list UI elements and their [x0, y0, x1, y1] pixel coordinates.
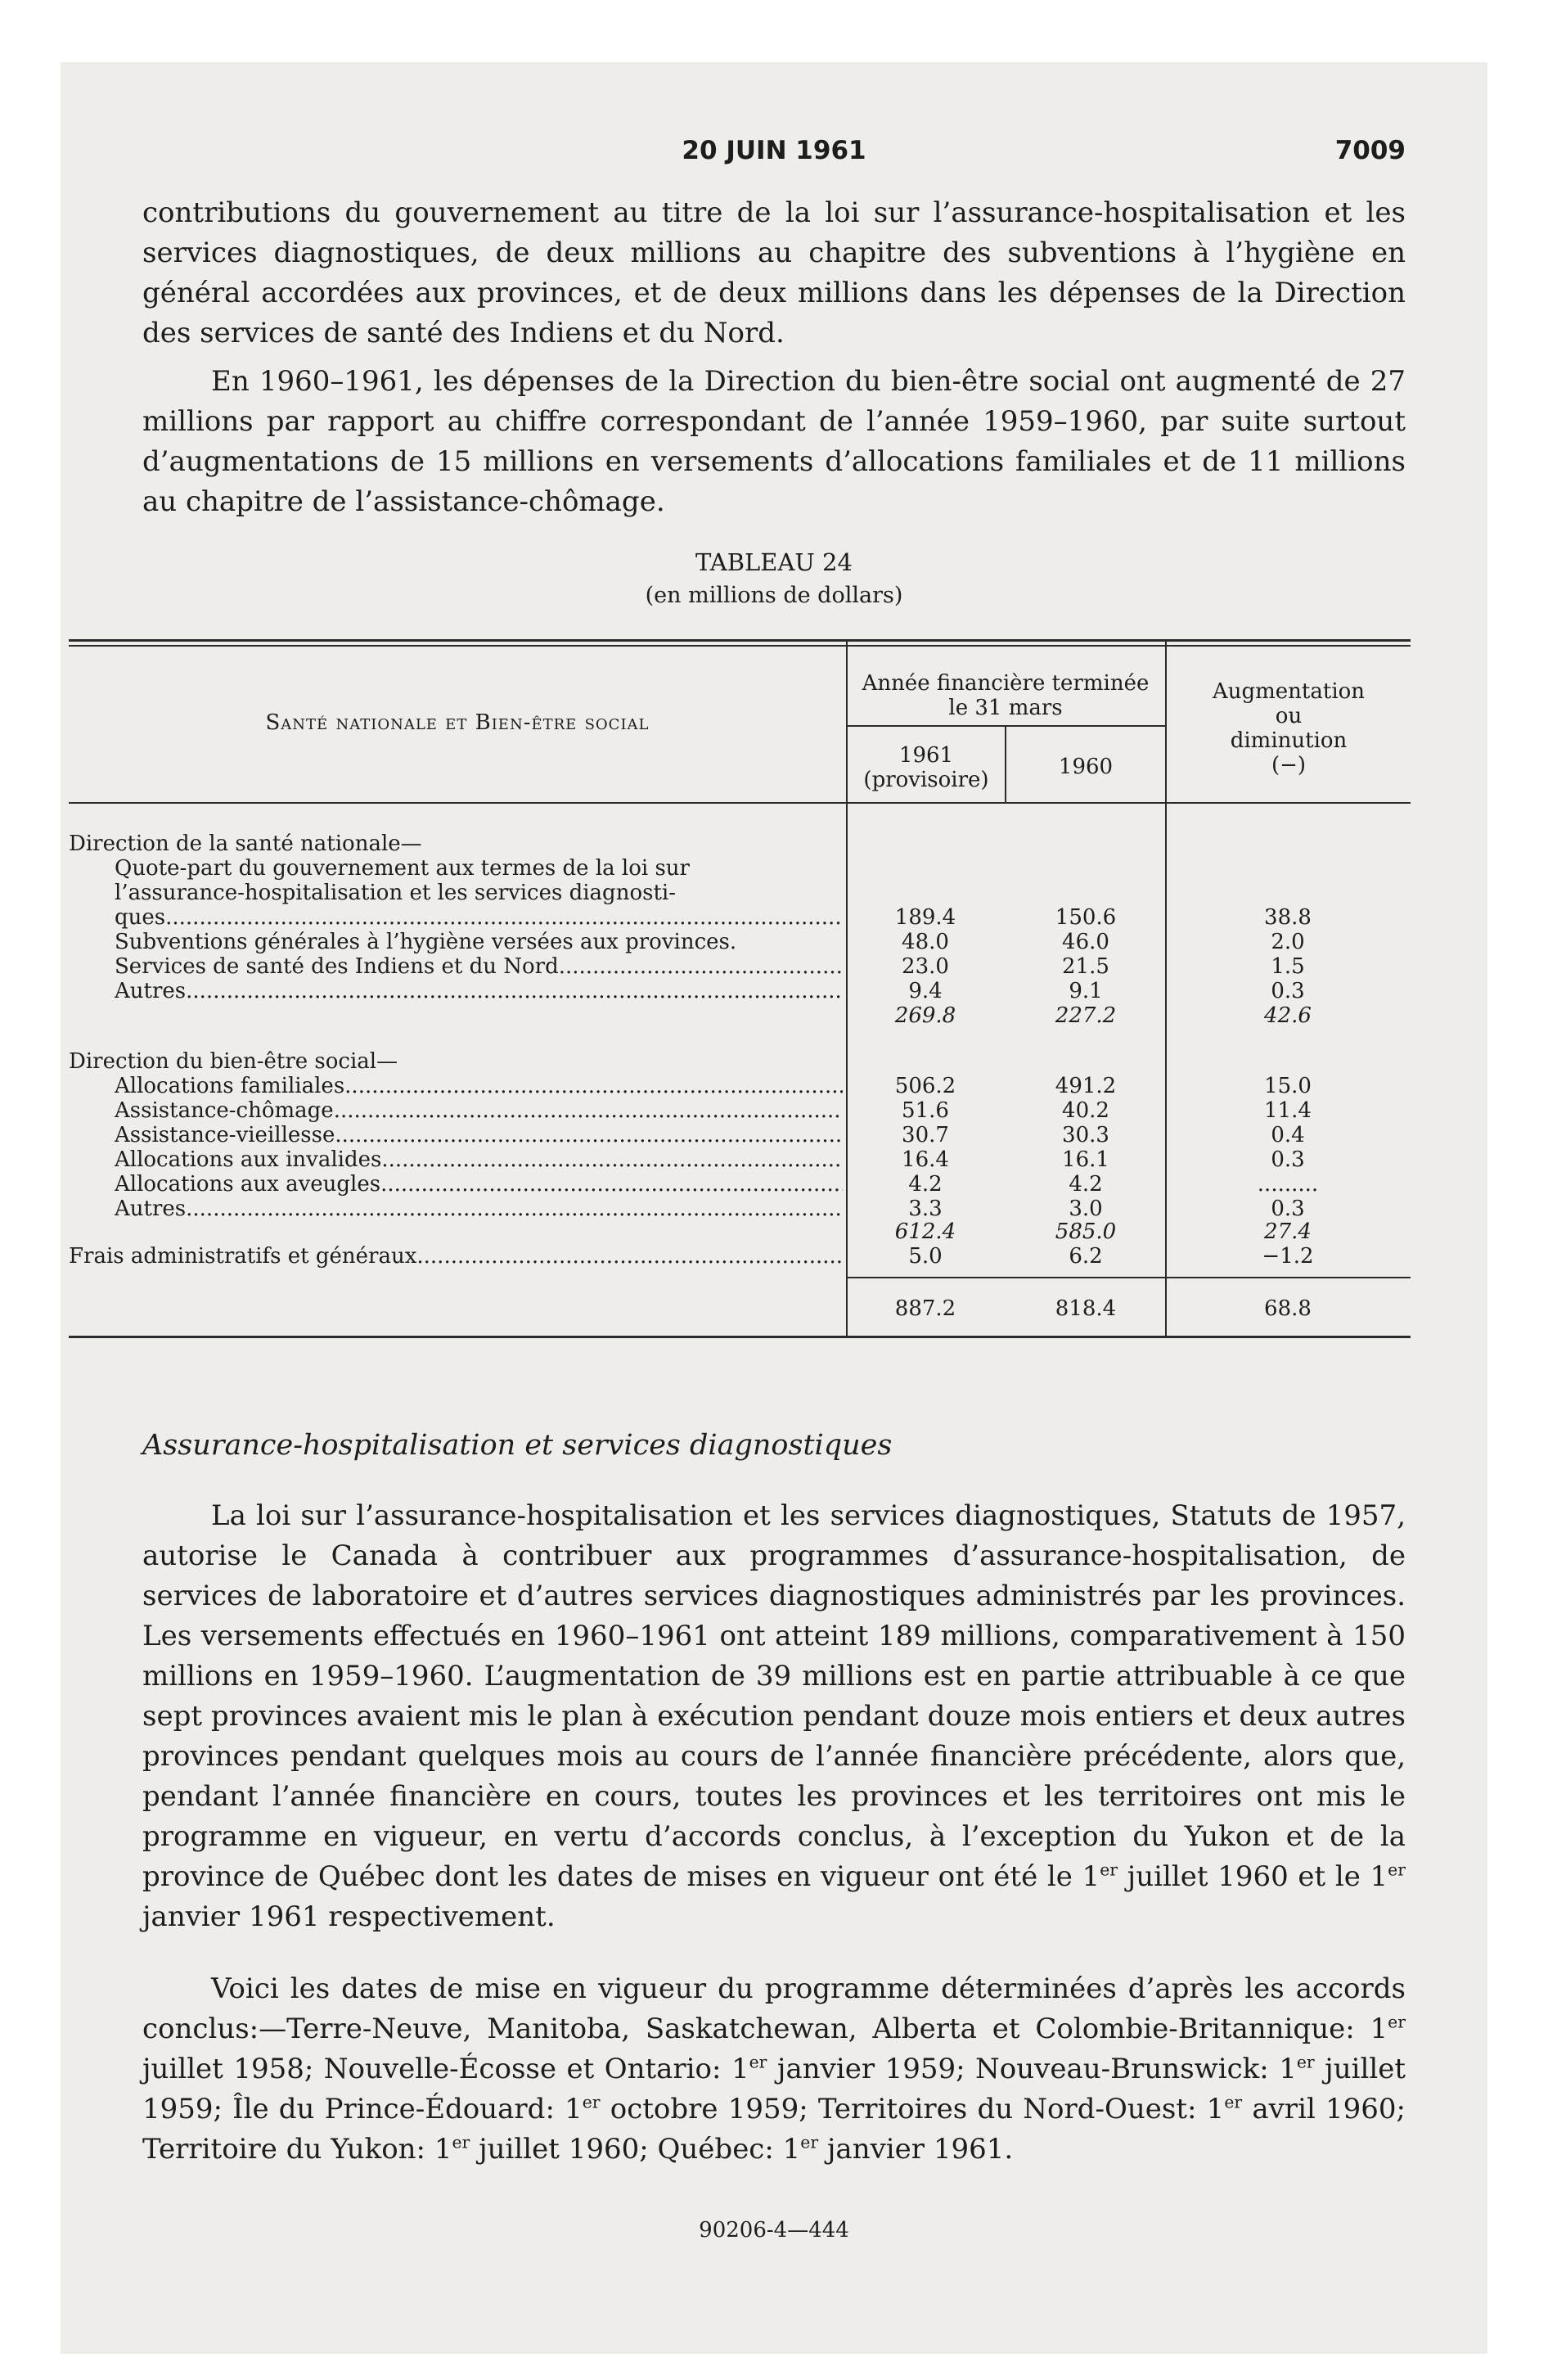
admin-1961: 5.0 — [908, 1244, 943, 1269]
s1-row4-1961: 9.4 — [908, 979, 943, 1003]
s2-row5-change: ......... — [1257, 1172, 1319, 1197]
page-number: 7009 — [1334, 136, 1406, 165]
s1-row2-1961: 48.0 — [902, 930, 949, 954]
admin-change: −1.2 — [1262, 1244, 1314, 1269]
paragraph-1: contributions du gouvernement au titre de la loi sur l’assurance-hospitalisation et les services diagnostiques, de deux millions au chapitre des subventions à l’hygiène en général accordées aux provinces, et de deux millions dans les dépenses de la Direction des services de santé des Indiens et du Nord. — [142, 196, 1406, 349]
row-header-label: Santé nationale et Bien-être social — [265, 710, 650, 735]
s1-row3-label: Services de santé des Indiens et du Nord ..... — [115, 954, 843, 979]
s1-row4-change: 0.3 — [1271, 979, 1305, 1003]
s2-row2-label: Assistance-chômage ..... — [115, 1098, 843, 1123]
table-unit: (en millions de dollars) — [645, 583, 903, 608]
section-welfare-title: Direction du bien-être social— — [69, 1049, 398, 1074]
col-1961-header — [848, 743, 1005, 792]
s2-row4-label: Allocations aux invalides ..... — [115, 1147, 843, 1172]
s1-subtotal-change: 42.6 — [1264, 1003, 1312, 1028]
admin-row-label: Frais administratifs et généraux ..... — [69, 1244, 843, 1269]
section-subheading: Assurance-hospitalisation et services diagnostiques — [142, 1429, 893, 1462]
s1-row3-1961: 23.0 — [902, 954, 949, 979]
s1-row1-1961: 189.4 — [894, 905, 956, 930]
s2-row5-1960: 4.2 — [1069, 1172, 1103, 1197]
page-header — [142, 136, 1406, 185]
s2-row2-change: 11.4 — [1264, 1098, 1312, 1123]
s1-row2-1960: 46.0 — [1062, 930, 1109, 954]
s1-row4-label: Autres ..... — [115, 979, 843, 1003]
s1-row2-change: 2.0 — [1271, 930, 1305, 954]
s2-row1-1961: 506.2 — [894, 1074, 956, 1098]
col-change-header — [1167, 679, 1411, 778]
table-top-rule — [69, 639, 1411, 642]
col-change-line3: diminution — [1230, 728, 1348, 753]
s2-row1-1960: 491.2 — [1055, 1074, 1117, 1098]
total-1961: 887.2 — [894, 1296, 956, 1321]
total-1960: 818.4 — [1055, 1296, 1117, 1321]
s2-row6-change: 0.3 — [1271, 1197, 1305, 1221]
s2-row5-label: Allocations aux aveugles ..... — [115, 1172, 843, 1197]
s2-row2-1961: 51.6 — [902, 1098, 949, 1123]
total-change: 68.8 — [1264, 1296, 1312, 1321]
s2-row6-label: Autres ..... — [115, 1197, 843, 1221]
col-1961-year: 1961 — [898, 743, 954, 768]
s2-row3-change: 0.4 — [1271, 1123, 1305, 1147]
s1-row2-label: Subventions générales à l’hygiène versées aux provinces. — [115, 930, 737, 954]
total-rule — [846, 1277, 1411, 1278]
col-1961-sub: (provisoire) — [863, 768, 989, 792]
section-health-title: Direction de la santé nationale— — [69, 832, 422, 856]
s2-subtotal-1961: 612.4 — [894, 1219, 956, 1244]
col-change-line2: ou — [1275, 704, 1303, 728]
page-footer-code: 90206-4—444 — [699, 2218, 849, 2243]
s1-row1-line1: Quote-part du gouvernement aux termes de la loi sur — [115, 856, 690, 881]
s2-row4-1960: 16.1 — [1062, 1147, 1109, 1172]
s1-row1-label — [115, 856, 843, 930]
s1-row1-change: 38.8 — [1264, 905, 1312, 930]
paragraph-3: La loi sur l’assurance-hospitalisation et les services diagnostiques, Statuts de 1957, autorise le Canada à contribuer aux programmes d’assurance-hospitalisation, de services de laboratoire et d’autres services diagnostiques administrés par les provinces. Les versements effectués en 1960–1961 ont atteint 189 millions, comparativement à 150 millions en 1959–1960. L’augmentation de 39 millions est en partie attribuable à ce que sept provinces avaient mis le plan à exécution pendant douze mois entiers et deux autres provinces pendant quelques mois au cours de l’année financière précédente, alors que, pendant l’année financière en cours, toutes les provinces et les territoires ont mis le programme en vigueur, en vertu d’accords conclus, à l’exception du Yukon et de la province de Québec dont les dates de mises en vigueur ont été le 1er juillet 1960 et le 1er janvier 1961 respectivement. — [142, 1499, 1406, 1933]
header-bottom-rule — [69, 802, 1411, 804]
s2-row3-1960: 30.3 — [1062, 1123, 1109, 1147]
s2-row1-change: 15.0 — [1264, 1074, 1312, 1098]
s1-row1-line2: l’assurance-hospitalisation et les services diagnosti- — [115, 881, 676, 905]
s2-row6-1960: 3.0 — [1069, 1197, 1103, 1221]
s2-row5-1961: 4.2 — [908, 1172, 943, 1197]
s1-subtotal-1960: 227.2 — [1055, 1003, 1117, 1028]
s1-row4-1960: 9.1 — [1069, 979, 1103, 1003]
s2-subtotal-change: 27.4 — [1264, 1219, 1312, 1244]
group-header-rule — [846, 725, 1165, 727]
s2-row6-1961: 3.3 — [908, 1197, 943, 1221]
s2-row3-label: Assistance-vieillesse ..... — [115, 1123, 843, 1147]
s2-row2-1960: 40.2 — [1062, 1098, 1109, 1123]
header-date: 20 JUIN 1961 — [682, 136, 866, 165]
s2-row4-1961: 16.4 — [902, 1147, 949, 1172]
s1-row3-change: 1.5 — [1271, 954, 1305, 979]
s2-row3-1961: 30.7 — [902, 1123, 949, 1147]
s2-subtotal-1960: 585.0 — [1055, 1219, 1117, 1244]
document-page — [61, 62, 1487, 2354]
s2-row4-change: 0.3 — [1271, 1147, 1305, 1172]
col-change-line1: Augmentation — [1212, 679, 1366, 704]
s1-row1-line3: ques ..... — [115, 905, 843, 930]
group-header-text: Année financière terminée le 31 mars — [862, 671, 1150, 720]
col-change-line4: (−) — [1271, 753, 1307, 778]
s1-subtotal-1961: 269.8 — [894, 1003, 956, 1028]
col-1960-header: 1960 — [1058, 755, 1114, 779]
s2-row1-label: Allocations familiales ..... — [115, 1074, 843, 1098]
table-bottom-rule — [69, 1336, 1411, 1338]
group-header-line — [854, 671, 1157, 720]
paragraph-4: Voici les dates de mise en vigueur du programme déterminées d’après les accords conclus:—Terre-Neuve, Manitoba, Saskatchewan, Alberta et Colombie-Britannique: 1er juillet 1958; Nouvelle-Écosse et Ontario: 1er janvier 1959; Nouveau-Brunswick: 1er juillet 1959; Île du Prince-Édouard: 1er octobre 1959; Territoires du Nord-Ouest: 1er avril 1960; Territoire du Yukon: 1er juillet 1960; Québec: 1er janvier 1961. — [142, 1972, 1406, 2166]
paragraph-2: En 1960–1961, les dépenses de la Direction du bien-être social ont augmenté de 27 millions par rapport au chiffre correspondant de l’année 1959–1960, par suite surtout d’augmentations de 15 millions en versements d’allocations familiales et de 11 millions au chapitre de l’assistance-chômage. — [142, 365, 1406, 518]
s1-row3-1960: 21.5 — [1062, 954, 1109, 979]
s1-row1-1960: 150.6 — [1055, 905, 1117, 930]
admin-1960: 6.2 — [1069, 1244, 1103, 1269]
table-top-rule-2 — [69, 645, 1411, 647]
table-title: TABLEAU 24 — [695, 548, 853, 576]
